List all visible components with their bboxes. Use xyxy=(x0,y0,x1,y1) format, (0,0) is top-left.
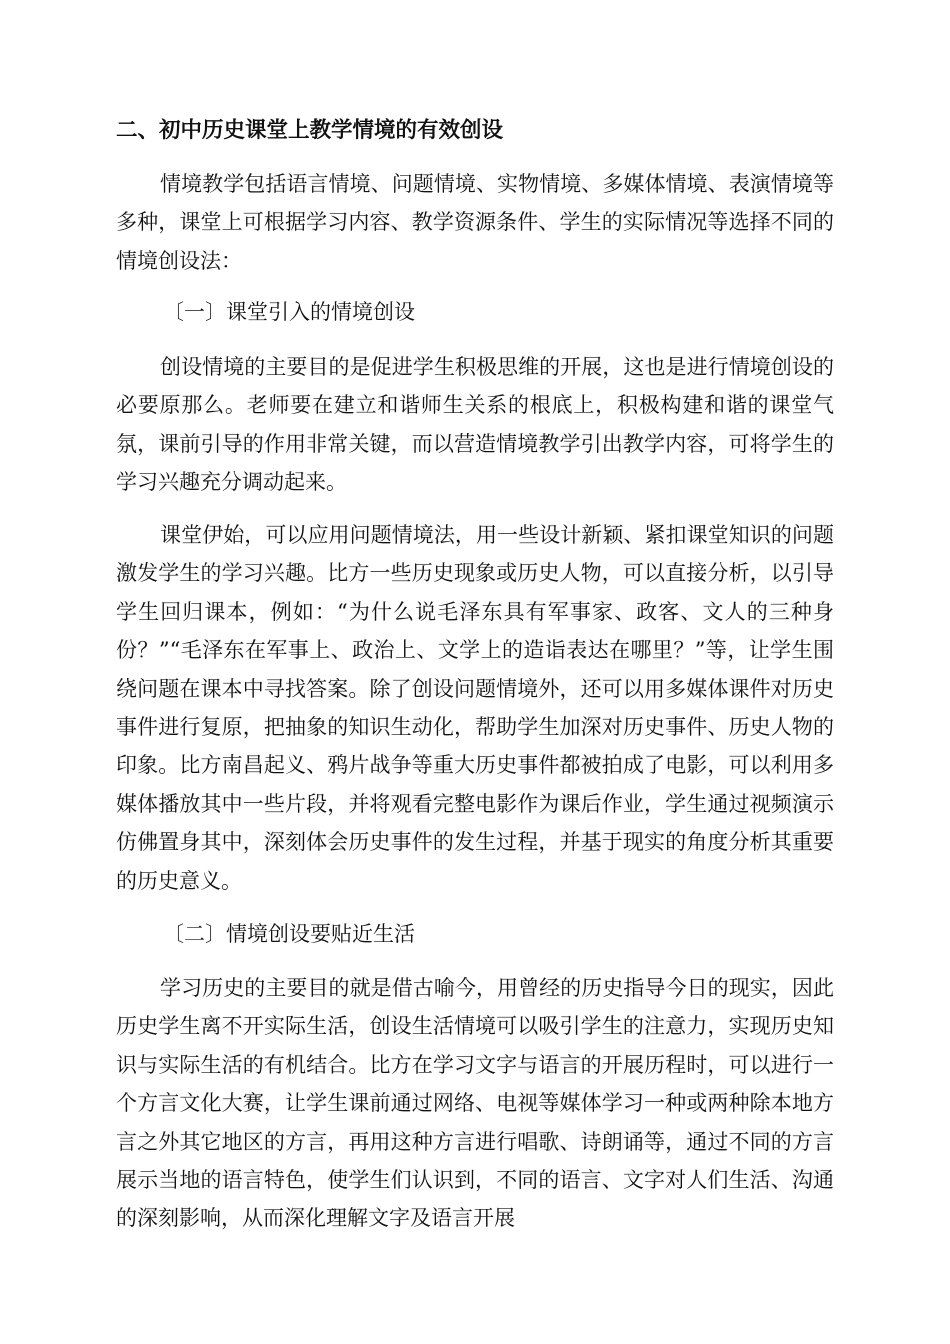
subheading-two: 〔二〕情境创设要贴近生活 xyxy=(163,922,415,946)
section-heading: 二、初中历史课堂上教学情境的有效创设 xyxy=(116,118,504,143)
paragraph-classroom-intro: 创设情境的主要目的是促进学生积极思维的开展，这也是进行情境创设的必要原那么。老师要在建立和谐师生关系的根底上，积极构建和谐的课堂气氛，课前引导的作用非常关键，而以营造情境教学引出教学内容，可将学生的学习兴趣充分调动起来。 xyxy=(116,355,834,495)
paragraph-question-situation: 课堂伊始，可以应用问题情境法，用一些设计新颖、紧扣课堂知识的问题激发学生的学习兴趣。比方一些历史现象或历史人物，可以直接分析，以引导学生回归课本，例如：“为什么说毛泽东具有军事家、政客、文人的三种身份？”“毛泽东在军事上、政治上、文学上的造诣表达在哪里？”等，让学生围绕问题在课本中寻找答案。除了创设问题情境外，还可以用多媒体课件对历史事件进行复原，把抽象的知识生动化，帮助学生加深对历史事件、历史人物的印象。比方南昌起义、鸦片战争等重大历史事件都被拍成了电影，可以利用多媒体播放其中一些片段，并将观看完整电影作为课后作业，学生通过视频演示仿佛置身其中，深刻体会历史事件的发生过程，并基于现实的角度分析其重要的历史意义。 xyxy=(116,523,834,893)
subheading-one: 〔一〕课堂引入的情境创设 xyxy=(163,300,415,324)
paragraph-life-situation: 学习历史的主要目的就是借古喻今，用曾经的历史指导今日的现实，因此历史学生离不开实际生活，创设生活情境可以吸引学生的注意力，实现历史知识与实际生活的有机结合。比方在学习文字与语言的开展历程时，可以进行一个方言文化大赛，让学生课前通过网络、电视等媒体学习一种或两种除本地方言之外其它地区的方言，再用这种方言进行唱歌、诗朗诵等，通过不同的方言展示当地的语言特色，使学生们认识到，不同的语言、文字对人们生活、沟通的深刻影响，从而深化理解文字及语言开展 xyxy=(116,976,834,1231)
intro-paragraph: 情境教学包括语言情境、问题情境、实物情境、多媒体情境、表演情境等多种，课堂上可根据学习内容、教学资源条件、学生的实际情况等选择不同的情境创设法： xyxy=(116,172,834,273)
